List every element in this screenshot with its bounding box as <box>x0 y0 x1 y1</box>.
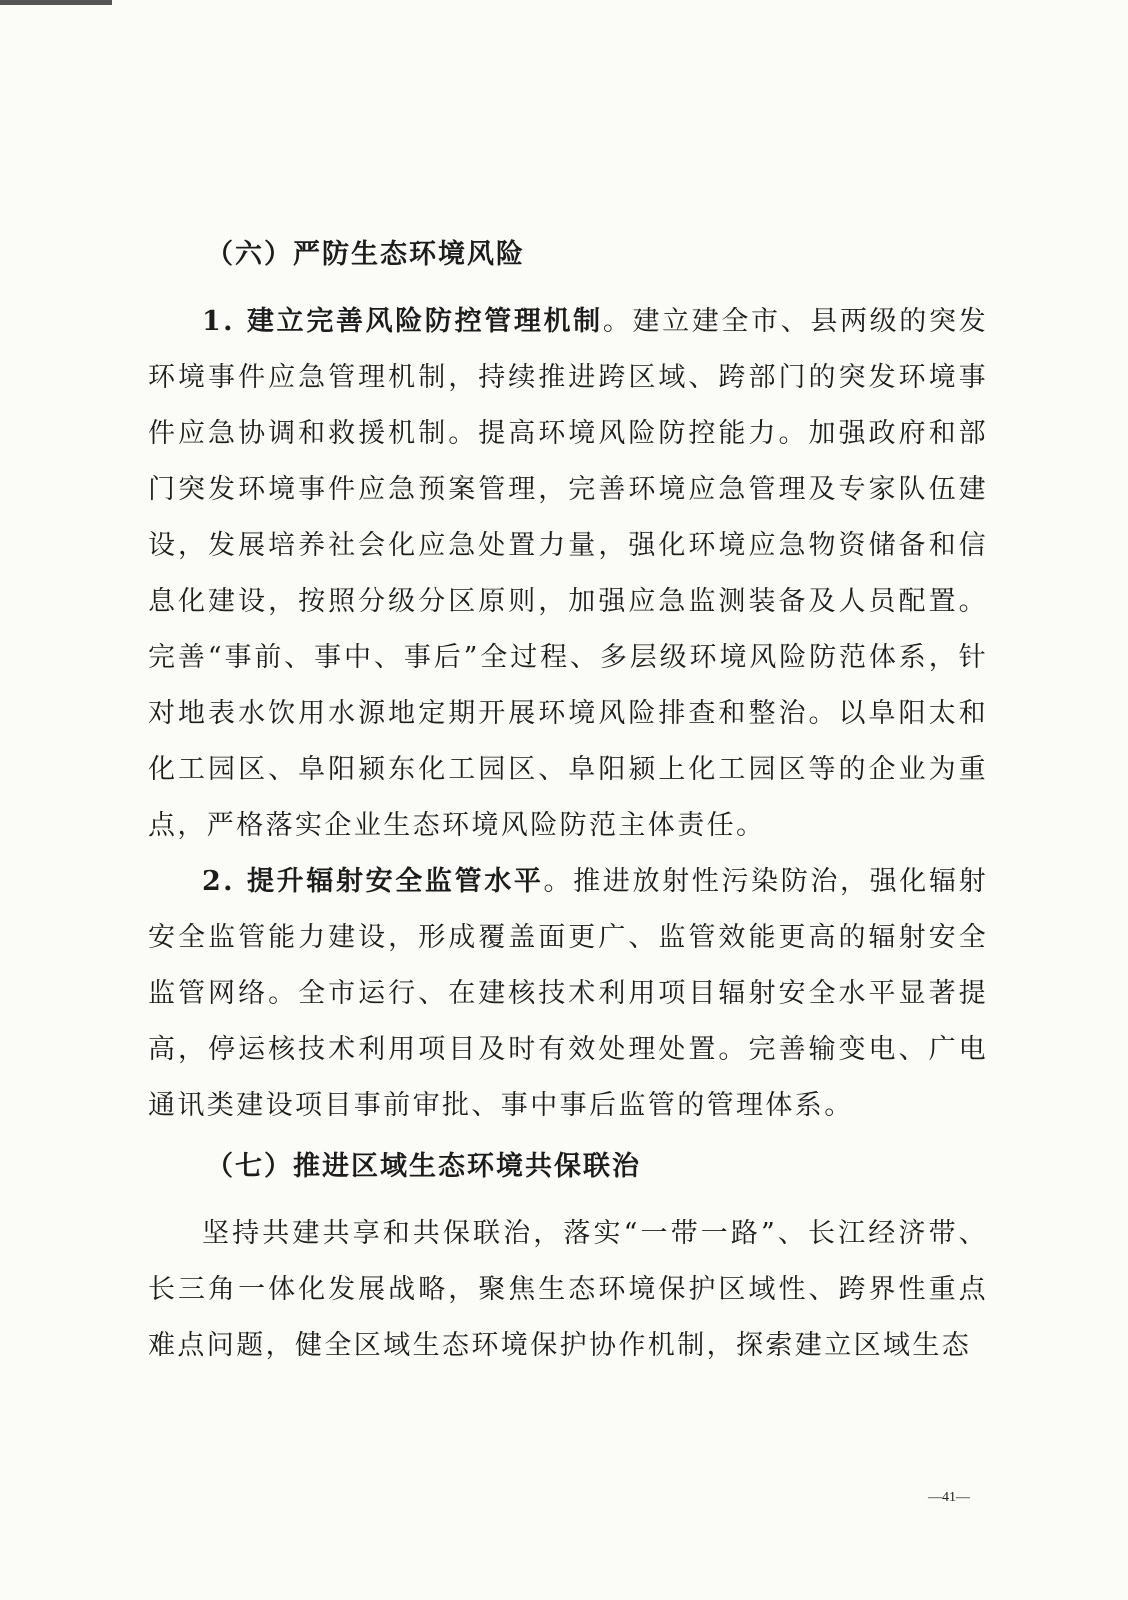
section-heading-7: （七）推进区域生态环境共保联治 <box>206 1151 641 1182</box>
paragraph-body-regional-cooperation: 坚持共建共享和共保联治，落实“一带一路”、长江经济带、长三角一体化发展战略，聚焦生态环境保护区域性、跨界性重点难点问题，健全区域生态环境保护协作机制，探索建立区域生态 <box>148 1218 988 1361</box>
page-content <box>148 236 988 1374</box>
paragraph-risk-control <box>148 294 988 854</box>
section-heading-6: （六）严防生态环境风险 <box>206 239 525 270</box>
paragraph-body-radiation-safety: 。推进放射性污染防治，强化辐射安全监管能力建设，形成覆盖面更广、监管效能更高的辐射安全监管网络。全市运行、在建核技术利用项目辐射安全水平显著提高，停运核技术利用项目及时有效处理处置。完善输变电、广电通讯类建设项目事前审批、事中事后监管的管理体系。 <box>148 866 988 1121</box>
paragraph-radiation-safety <box>148 854 988 1134</box>
page-number: —41— <box>928 1490 970 1505</box>
scan-edge-mark <box>0 0 112 5</box>
paragraph-body-risk-control: 。建立建全市、县两级的突发环境事件应急管理机制，持续推进跨区域、跨部门的突发环境事件应急协调和救援机制。提高环境风险防控能力。加强政府和部门突发环境事件应急预案管理，完善环境应急管理及专家队伍建设，发展培养社会化应急处置力量，强化环境应急物资储备和信息化建设，按照分级分区原则，加强应急监测装备及人员配置。完善“事前、事中、事后”全过程、多层级环境风险防范体系，针对地表水饮用水源地定期开展环境风险排查和整治。以阜阳太和化工园区、阜阳颍东化工园区、阜阳颍上化工园区等的企业为重点，严格落实企业生态环境风险防范主体责任。 <box>148 306 988 841</box>
paragraph-lead-radiation-safety: 2. 提升辐射安全监管水平 <box>202 866 544 897</box>
paragraph-lead-risk-control: 1. 建立完善风险防控管理机制 <box>202 306 603 337</box>
paragraph-regional-cooperation <box>148 1206 988 1374</box>
